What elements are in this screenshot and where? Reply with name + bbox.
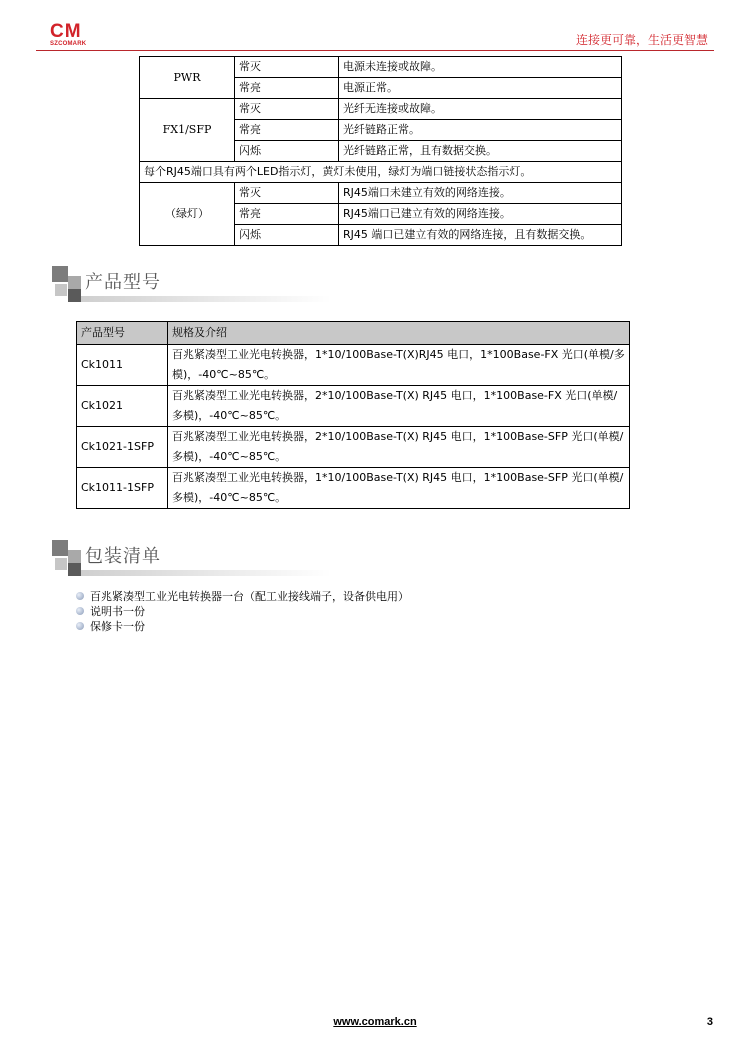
footer-website-link[interactable]: www.comark.cn <box>333 1016 417 1028</box>
list-item <box>76 604 409 619</box>
heading-decoration <box>68 563 81 576</box>
led-desc-cell: 光纤无连接或故障。 <box>339 99 622 120</box>
led-desc-cell: RJ45端口已建立有效的网络连接。 <box>339 204 622 225</box>
model-cell: Ck1021-1SFP <box>77 427 168 468</box>
led-desc-cell: 电源未连接或故障。 <box>339 57 622 78</box>
heading-decoration <box>52 540 68 556</box>
table-row <box>77 345 630 386</box>
heading-underline <box>81 296 331 302</box>
led-status-table <box>139 56 622 246</box>
led-state-cell: 常灭 <box>235 99 339 120</box>
section-title: 包装清单 <box>85 546 161 567</box>
table-row <box>77 427 630 468</box>
list-item <box>76 589 409 604</box>
led-group-cell: PWR <box>140 57 235 99</box>
spec-cell: 百兆紧凑型工业光电转换器，1*10/100Base-T(X) RJ45 电口，1*100Base-SFP 光口(单模/多模)，-40℃~85℃。 <box>168 468 630 509</box>
led-state-cell: 闪烁 <box>235 225 339 246</box>
led-note-cell: 每个RJ45端口具有两个LED指示灯，黄灯未使用，绿灯为端口链接状态指示灯。 <box>140 162 622 183</box>
led-state-cell: 常灭 <box>235 57 339 78</box>
led-desc-cell: RJ45 端口已建立有效的网络连接，且有数据交换。 <box>339 225 622 246</box>
bullet-icon <box>76 622 84 630</box>
heading-decoration <box>55 558 67 570</box>
led-state-cell: 闪烁 <box>235 141 339 162</box>
led-state-cell: 常亮 <box>235 120 339 141</box>
led-desc-cell: 光纤链路正常。 <box>339 120 622 141</box>
table-row <box>140 99 622 120</box>
led-state-cell: 常亮 <box>235 78 339 99</box>
section-heading-models <box>52 266 332 302</box>
led-group-cell: （绿灯） <box>140 183 235 246</box>
led-desc-cell: 电源正常。 <box>339 78 622 99</box>
heading-decoration <box>52 266 68 282</box>
led-state-cell: 常亮 <box>235 204 339 225</box>
list-item <box>76 619 409 634</box>
heading-underline <box>81 570 331 576</box>
section-title: 产品型号 <box>85 272 161 293</box>
logo-mark: CM <box>50 21 82 42</box>
heading-decoration <box>68 550 81 563</box>
led-desc-cell: RJ45端口未建立有效的网络连接。 <box>339 183 622 204</box>
model-cell: Ck1021 <box>77 386 168 427</box>
spec-cell: 百兆紧凑型工业光电转换器，2*10/100Base-T(X) RJ45 电口，1*100Base-FX 光口(单模/多模)，-40℃~85℃。 <box>168 386 630 427</box>
bullet-icon <box>76 607 84 615</box>
led-group-cell: FX1/SFP <box>140 99 235 162</box>
table-row <box>77 386 630 427</box>
model-cell: Ck1011-1SFP <box>77 468 168 509</box>
table-row <box>140 183 622 204</box>
model-table <box>76 321 630 509</box>
package-list <box>76 589 409 634</box>
header-slogan: 连接更可靠，生活更智慧 <box>575 33 708 47</box>
column-header-spec: 规格及介绍 <box>168 322 630 345</box>
model-cell: Ck1011 <box>77 345 168 386</box>
section-heading-package <box>52 540 332 576</box>
list-item-text: 百兆紧凑型工业光电转换器一台（配工业接线端子，设备供电用） <box>90 590 409 603</box>
heading-decoration <box>68 289 81 302</box>
list-item-text: 保修卡一份 <box>90 620 145 633</box>
spec-cell: 百兆紧凑型工业光电转换器，2*10/100Base-T(X) RJ45 电口，1*100Base-SFP 光口(单模/多模)，-40℃~85℃。 <box>168 427 630 468</box>
list-item-text: 说明书一份 <box>90 605 145 618</box>
led-state-cell: 常灭 <box>235 183 339 204</box>
table-row <box>140 162 622 183</box>
header-divider <box>36 50 714 51</box>
heading-decoration <box>55 284 67 296</box>
table-row <box>77 468 630 509</box>
bullet-icon <box>76 592 84 600</box>
table-row <box>140 57 622 78</box>
logo-text: SZCOMARK <box>50 41 87 47</box>
spec-cell: 百兆紧凑型工业光电转换器，1*10/100Base-T(X)RJ45 电口，1*100Base-FX 光口(单模/多模)，-40℃~85℃。 <box>168 345 630 386</box>
led-desc-cell: 光纤链路正常，且有数据交换。 <box>339 141 622 162</box>
page-number: 3 <box>706 1016 713 1028</box>
column-header-model: 产品型号 <box>77 322 168 345</box>
heading-decoration <box>68 276 81 289</box>
table-header-row <box>77 322 630 345</box>
company-logo <box>50 22 92 48</box>
